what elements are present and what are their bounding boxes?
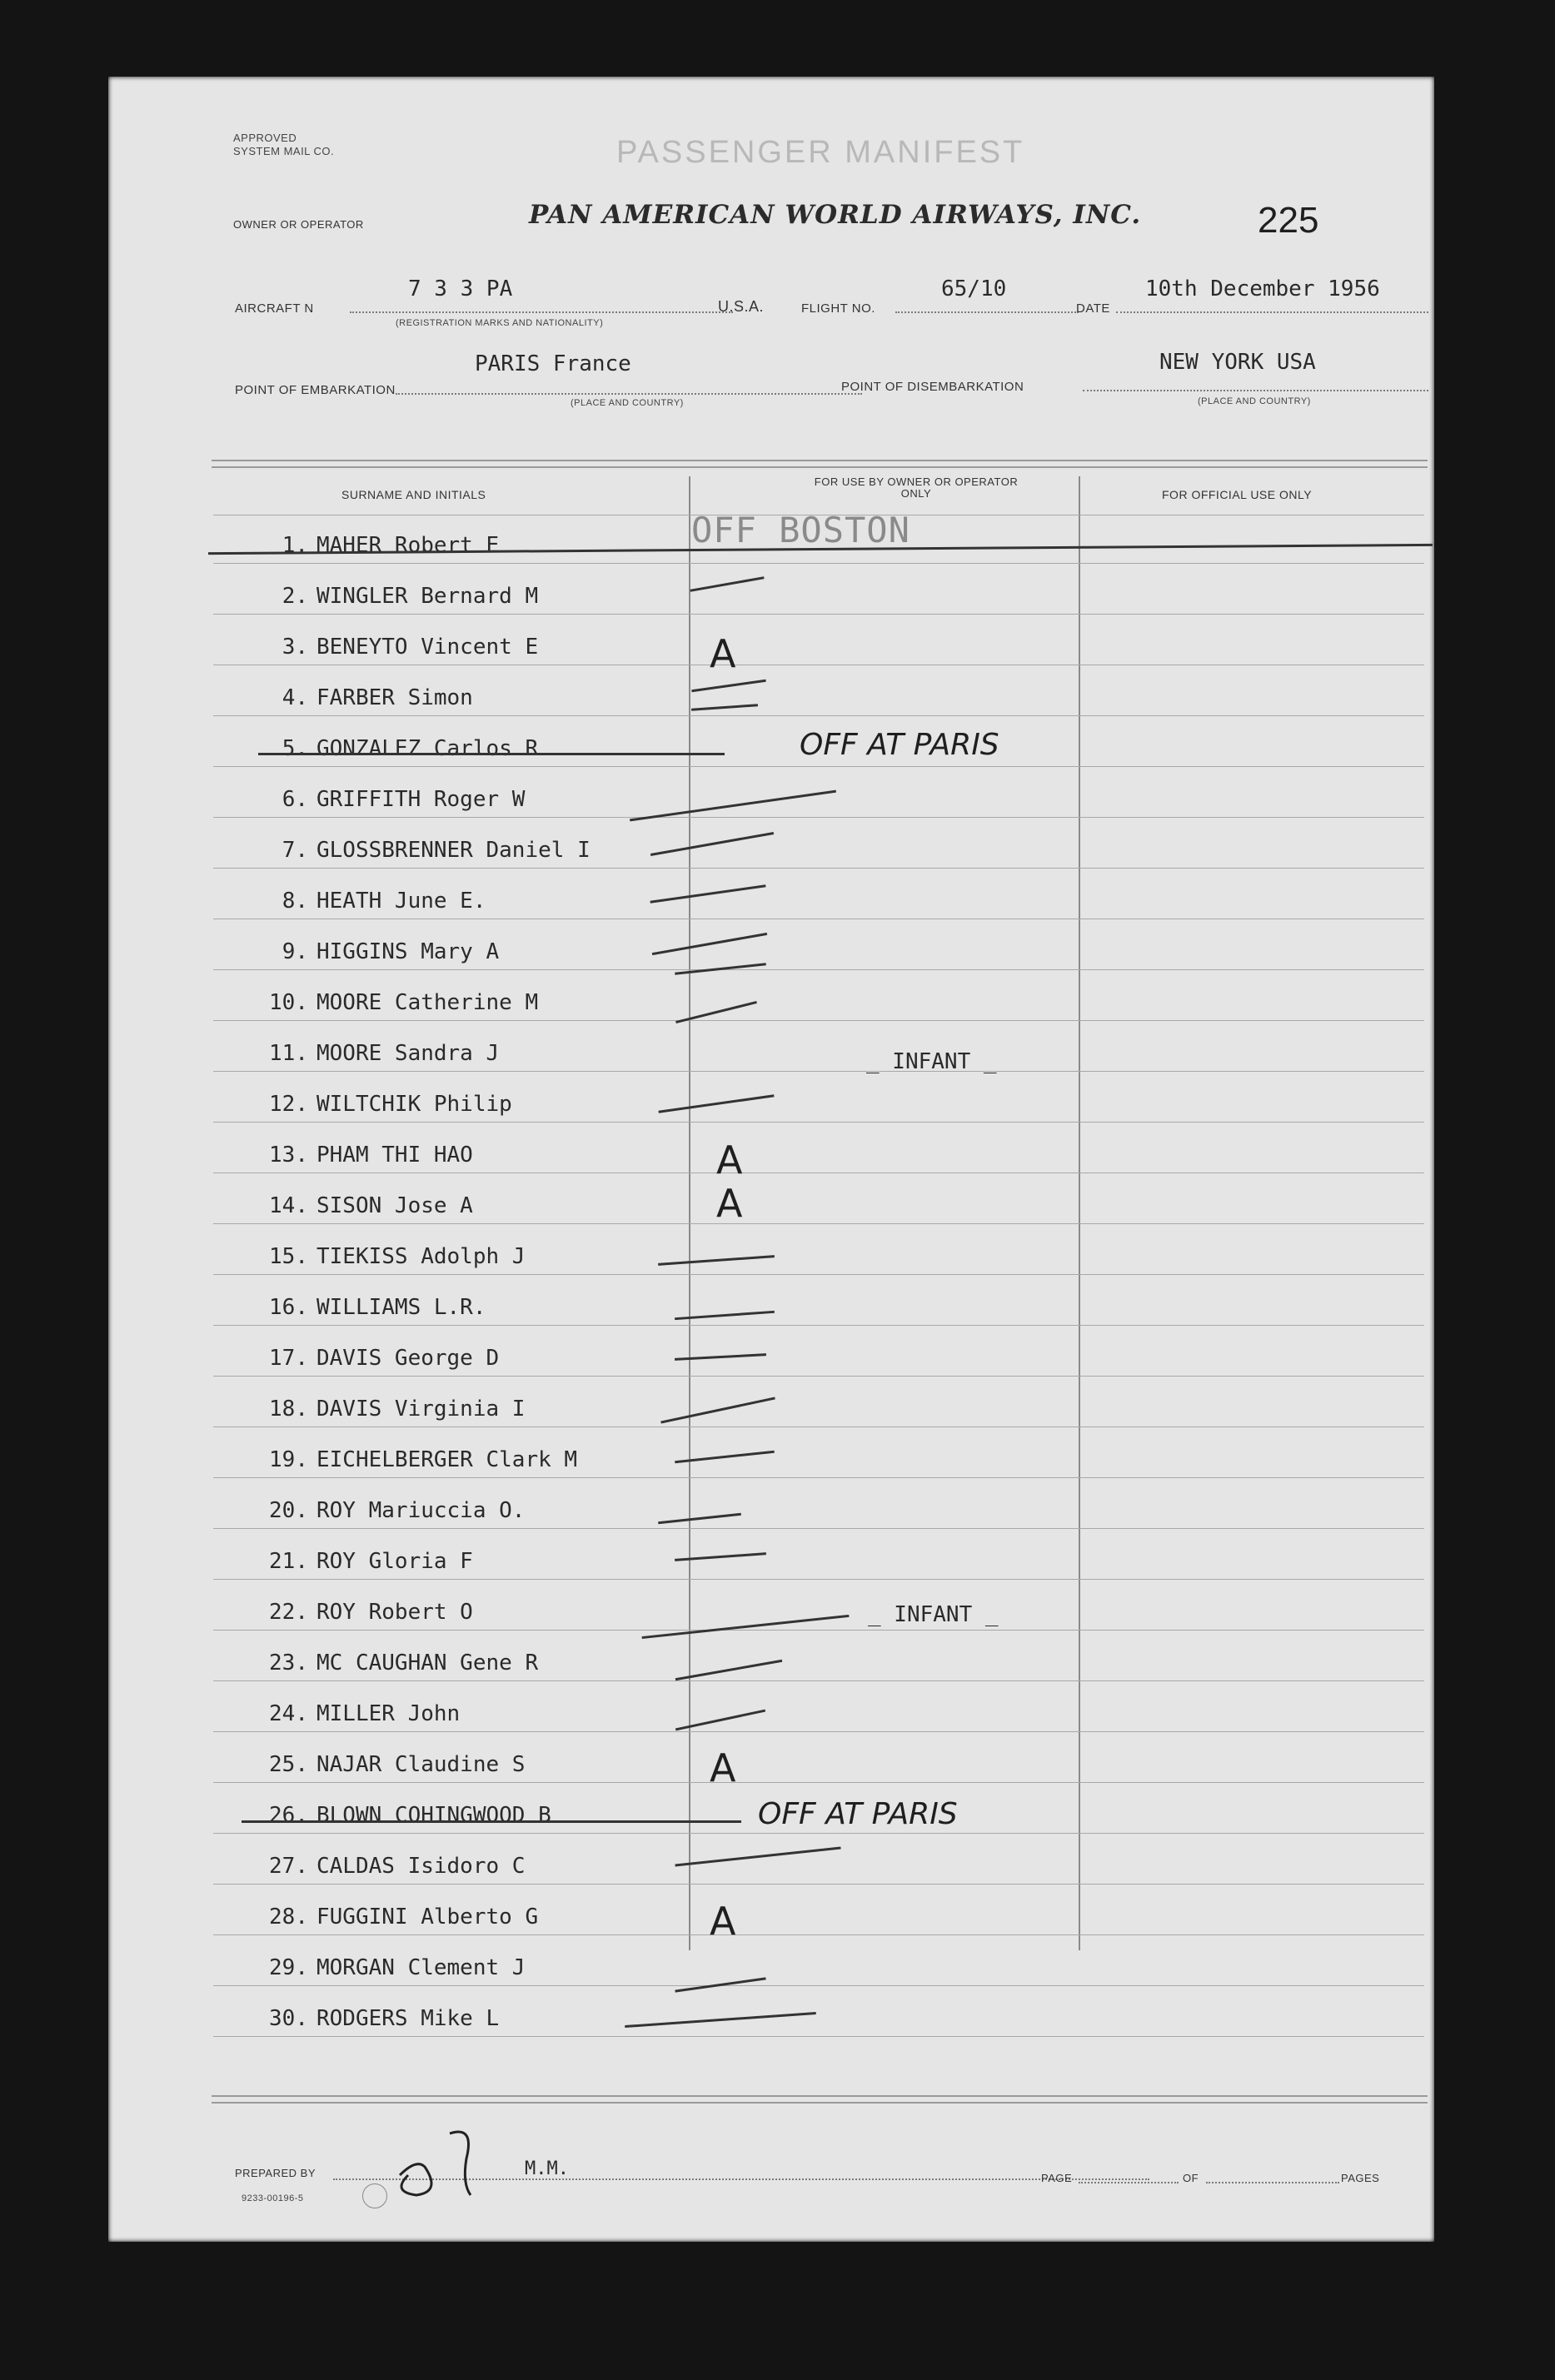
approved-stamp: APPROVED xyxy=(233,132,297,144)
disembarkation-value: NEW YORK USA xyxy=(1159,350,1316,375)
infant-note: _ INFANT _ xyxy=(866,1049,997,1074)
embarkation-label: POINT OF EMBARKATION xyxy=(235,383,396,397)
a-mark: A xyxy=(710,1899,736,1944)
manifest-sheet xyxy=(108,77,1434,2242)
flight-label: FLIGHT NO. xyxy=(801,301,875,316)
pages-label: PAGES xyxy=(1341,2172,1380,2184)
passenger-row: 7. GLOSSBRENNER Daniel I xyxy=(282,838,591,863)
passenger-row: 12. WILTCHIK Philip xyxy=(269,1092,512,1117)
registration-caption: (REGISTRATION MARKS AND NATIONALITY) xyxy=(396,318,604,328)
passenger-row: 1. MAHER Robert E xyxy=(282,533,500,558)
country: U.S.A. xyxy=(718,298,765,315)
aircraft-registration: 7 3 3 PA xyxy=(408,276,513,301)
form-title: PASSENGER MANIFEST xyxy=(616,135,1025,170)
passenger-row: 18. DAVIS Virginia I xyxy=(269,1397,526,1422)
off-boston-stamp: OFF BOSTON xyxy=(691,510,910,550)
passenger-row: 10. MOORE Catherine M xyxy=(269,990,539,1015)
passenger-row: 19. EICHELBERGER Clark M xyxy=(269,1447,578,1472)
flight-number: 65/10 xyxy=(941,276,1007,301)
passenger-row: 17. DAVIS George D xyxy=(269,1346,500,1371)
a-mark: A xyxy=(710,631,736,676)
owner-label: OWNER OR OPERATOR xyxy=(233,218,364,231)
passenger-row: 21. ROY Gloria F xyxy=(269,1549,473,1574)
embarkation-caption: (PLACE AND COUNTRY) xyxy=(571,398,684,408)
infant-note: _ INFANT _ xyxy=(868,1602,999,1627)
passenger-row: 6. GRIFFITH Roger W xyxy=(282,787,526,812)
signature-mark xyxy=(383,2109,500,2200)
a-mark: A xyxy=(716,1181,743,1226)
passenger-row: 20. ROY Mariuccia O. xyxy=(269,1498,526,1523)
preparer-initials: M.M. xyxy=(525,2158,569,2179)
passenger-row: 22. ROY Robert O xyxy=(269,1600,473,1625)
passenger-row: 16. WILLIAMS L.R. xyxy=(269,1295,486,1320)
form-code: 9233-00196-5 xyxy=(242,2193,304,2203)
column-official-use: FOR OFFICIAL USE ONLY xyxy=(1162,488,1313,501)
disembarkation-caption: (PLACE AND COUNTRY) xyxy=(1198,396,1311,406)
page-label: PAGE xyxy=(1041,2172,1073,2184)
aircraft-label: AIRCRAFT N xyxy=(235,301,314,316)
of-label: OF xyxy=(1183,2172,1199,2184)
column-surname: SURNAME AND INITIALS xyxy=(341,488,486,501)
a-mark: A xyxy=(716,1138,743,1183)
passenger-row: 4. FARBER Simon xyxy=(282,685,473,710)
passenger-row: 8. HEATH June E. xyxy=(282,889,486,914)
passenger-row: 15. TIEKISS Adolph J xyxy=(269,1244,526,1269)
passenger-row: 14. SISON Jose A xyxy=(269,1193,473,1218)
prepared-by-label: PREPARED BY xyxy=(235,2167,316,2179)
passenger-row: 27. CALDAS Isidoro C xyxy=(269,1854,526,1879)
strike-row-5 xyxy=(258,753,725,755)
a-mark: A xyxy=(710,1745,736,1790)
passenger-row: 11. MOORE Sandra J xyxy=(269,1041,500,1066)
passenger-row: 28. FUGGINI Alberto G xyxy=(269,1904,539,1929)
embarkation-value: PARIS France xyxy=(475,351,631,376)
passenger-row: 13. PHAM THI HAO xyxy=(269,1143,473,1168)
off-at-paris-note: OFF AT PARIS xyxy=(758,1797,958,1831)
passenger-row: 23. MC CAUGHAN Gene R xyxy=(269,1651,539,1675)
page-number: 225 xyxy=(1258,200,1319,241)
column-owner-use: FOR USE BY OWNER OR OPERATOR ONLY xyxy=(814,476,1019,500)
passenger-row: 30. RODGERS Mike L xyxy=(269,2006,500,2031)
passenger-row: 3. BENEYTO Vincent E xyxy=(282,635,539,660)
passenger-row: 29. MORGAN Clement J xyxy=(269,1955,526,1980)
passenger-row: 25. NAJAR Claudine S xyxy=(269,1752,526,1777)
passenger-row: 24. MILLER John xyxy=(269,1701,461,1726)
flight-date: 10th December 1956 xyxy=(1145,276,1380,301)
passenger-row: 9. HIGGINS Mary A xyxy=(282,939,500,964)
disembarkation-label: POINT OF DISEMBARKATION xyxy=(841,380,1024,394)
date-label: DATE xyxy=(1076,301,1110,316)
airline-name: PAN AMERICAN WORLD AIRWAYS, INC. xyxy=(529,200,1142,230)
passenger-row: 5. GONZALEZ Carlos R xyxy=(282,736,539,761)
off-at-paris-note: OFF AT PARIS xyxy=(800,728,999,762)
union-seal xyxy=(362,2183,387,2208)
approved-stamp-line2: SYSTEM MAIL CO. xyxy=(233,145,335,157)
passenger-row: 26. BLOWN COHINGWOOD B xyxy=(269,1803,551,1828)
strike-row-26 xyxy=(242,1820,741,1823)
passenger-row: 2. WINGLER Bernard M xyxy=(282,584,539,609)
